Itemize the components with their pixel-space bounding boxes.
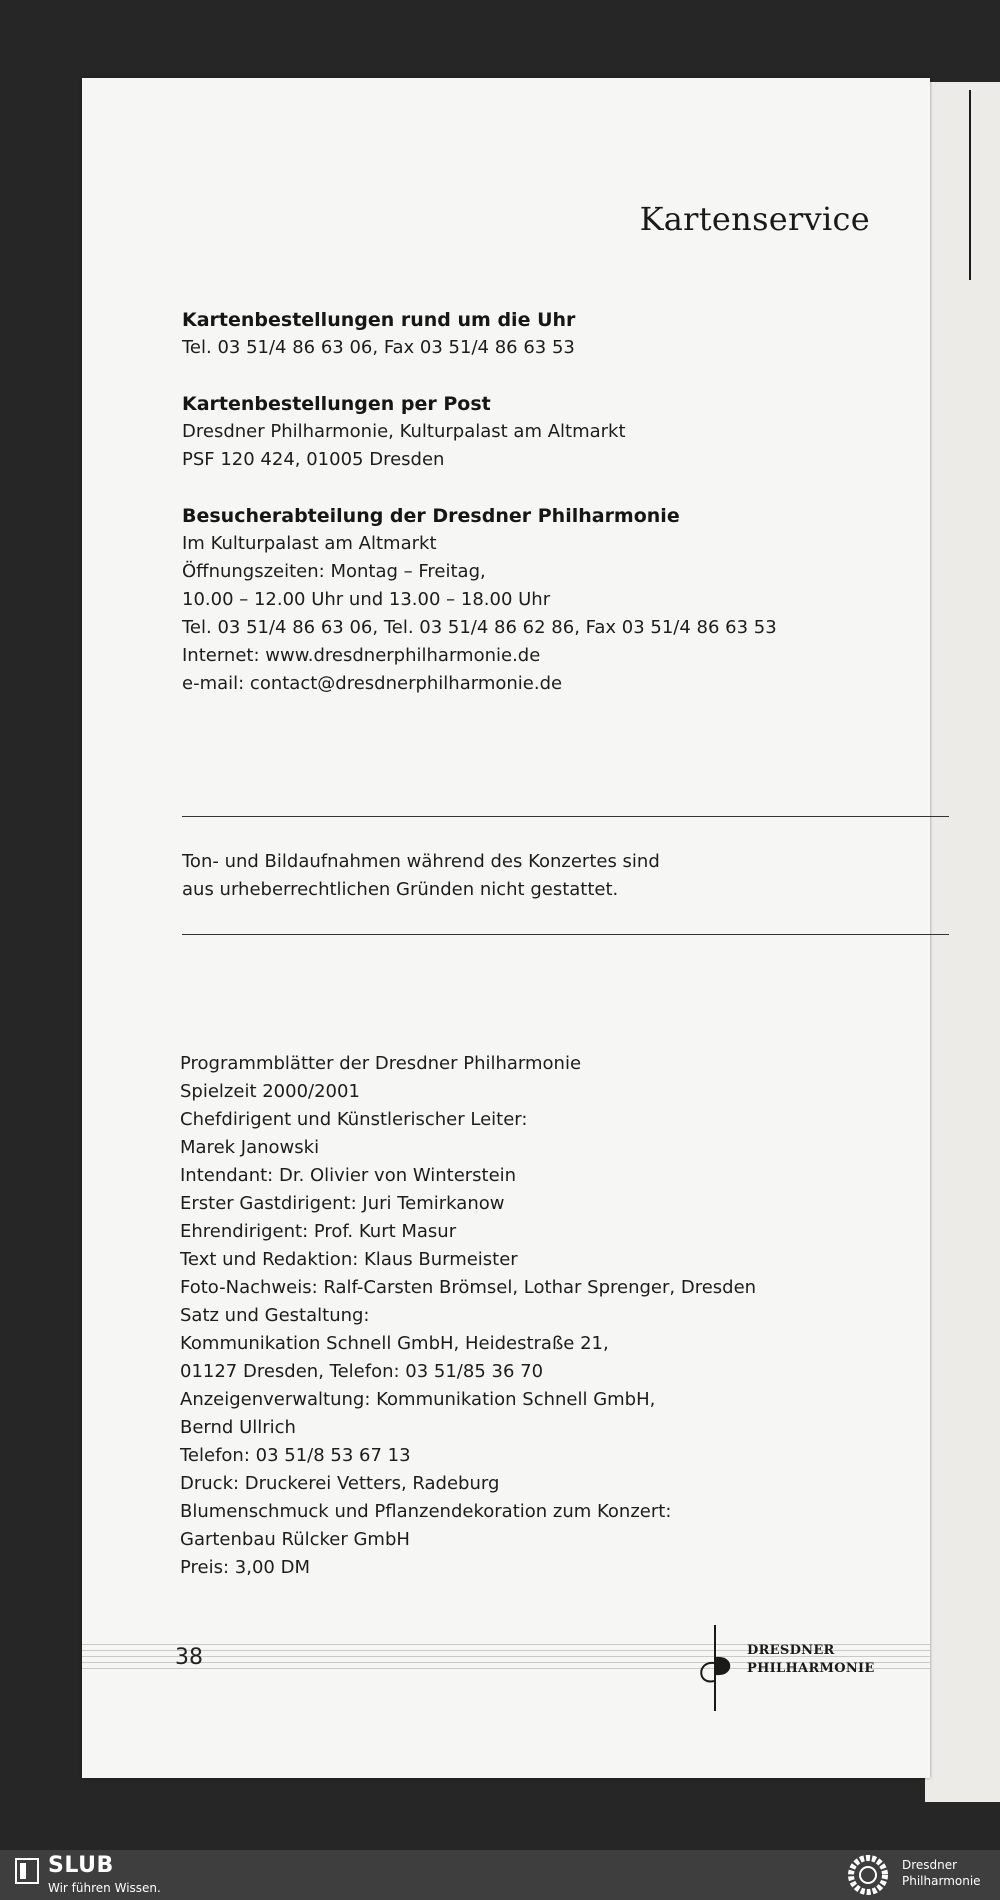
- colophon: [180, 1050, 900, 1582]
- ticket-section-phone: [182, 306, 882, 362]
- colophon-line: Druck: Druckerei Vetters, Radeburg: [180, 1473, 500, 1494]
- colophon-line: Ehrendirigent: Prof. Kurt Masur: [180, 1221, 457, 1242]
- ticket-section-visitors: [182, 502, 882, 698]
- section-line: Öffnungszeiten: Montag – Freitag,: [182, 561, 486, 582]
- partner-line: Philharmonie: [902, 1874, 981, 1888]
- document-page: [82, 78, 930, 1778]
- section-heading: Besucherabteilung der Dresdner Philharmonie: [182, 505, 680, 527]
- page-fold-line: [969, 90, 971, 280]
- colophon-line: 01127 Dresden, Telefon: 03 51/85 36 70: [180, 1361, 544, 1382]
- recording-notice: [182, 848, 882, 904]
- logo-line: PHILHARMONIE: [747, 1661, 875, 1676]
- section-heading: Kartenbestellungen per Post: [182, 393, 491, 415]
- dp-logo-text: [747, 1642, 875, 1678]
- philharmonie-emblem-icon[interactable]: [842, 1853, 894, 1897]
- colophon-line: Anzeigenverwaltung: Kommunikation Schnell GmbH,: [180, 1389, 656, 1410]
- section-line: 10.00 – 12.00 Uhr und 13.00 – 18.00 Uhr: [182, 589, 551, 610]
- colophon-line: Intendant: Dr. Olivier von Winterstein: [180, 1165, 517, 1186]
- slub-name[interactable]: SLUB: [48, 1853, 114, 1878]
- section-line: PSF 120 424, 01005 Dresden: [182, 449, 445, 470]
- colophon-line: Foto-Nachweis: Ralf-Carsten Brömsel, Lothar Sprenger, Dresden: [180, 1277, 757, 1298]
- divider-bottom: [182, 934, 949, 935]
- notice-line: aus urheberrechtlichen Gründen nicht gestattet.: [182, 879, 619, 900]
- section-line: Tel. 03 51/4 86 63 06, Fax 03 51/4 86 63 53: [182, 337, 575, 358]
- next-page-edge: [925, 82, 1000, 1802]
- colophon-line: Chefdirigent und Künstlerischer Leiter:: [180, 1109, 528, 1130]
- section-line: Im Kulturpalast am Altmarkt: [182, 533, 437, 554]
- ticket-info: [182, 306, 882, 726]
- ticket-section-post: [182, 390, 882, 474]
- divider-top: [182, 816, 949, 817]
- slub-logo-icon[interactable]: [14, 1857, 40, 1885]
- colophon-line: Telefon: 03 51/8 53 67 13: [180, 1445, 411, 1466]
- colophon-line: Text und Redaktion: Klaus Burmeister: [180, 1249, 518, 1270]
- logo-line: DRESDNER: [747, 1643, 835, 1658]
- section-line: Dresdner Philharmonie, Kulturpalast am Altmarkt: [182, 421, 626, 442]
- page-title: Kartenservice: [639, 200, 870, 238]
- colophon-line: Kommunikation Schnell GmbH, Heidestraße 21,: [180, 1333, 609, 1354]
- partner-name: [902, 1857, 981, 1889]
- colophon-line: Satz und Gestaltung:: [180, 1305, 370, 1326]
- section-line: e-mail: contact@dresdnerphilharmonie.de: [182, 673, 563, 694]
- page-number: 38: [175, 1645, 203, 1670]
- colophon-line: Gartenbau Rülcker GmbH: [180, 1529, 410, 1550]
- section-heading: Kartenbestellungen rund um die Uhr: [182, 309, 576, 331]
- colophon-line: Spielzeit 2000/2001: [180, 1081, 360, 1102]
- colophon-line: Bernd Ullrich: [180, 1417, 296, 1438]
- notice-line: Ton- und Bildaufnahmen während des Konzertes sind: [182, 851, 660, 872]
- colophon-line: Programmblätter der Dresdner Philharmonie: [180, 1053, 582, 1074]
- colophon-line: Blumenschmuck und Pflanzendekoration zum Konzert:: [180, 1501, 672, 1522]
- colophon-line: Erster Gastdirigent: Juri Temirkanow: [180, 1193, 505, 1214]
- colophon-line: Marek Janowski: [180, 1137, 320, 1158]
- partner-line: Dresdner: [902, 1858, 958, 1872]
- slub-tagline: Wir führen Wissen.: [48, 1881, 161, 1895]
- dp-logo-icon: [687, 1623, 743, 1713]
- section-line: Tel. 03 51/4 86 63 06, Tel. 03 51/4 86 62 86, Fax 03 51/4 86 63 53: [182, 617, 777, 638]
- colophon-line: Preis: 3,00 DM: [180, 1557, 310, 1578]
- section-line: Internet: www.dresdnerphilharmonie.de: [182, 645, 541, 666]
